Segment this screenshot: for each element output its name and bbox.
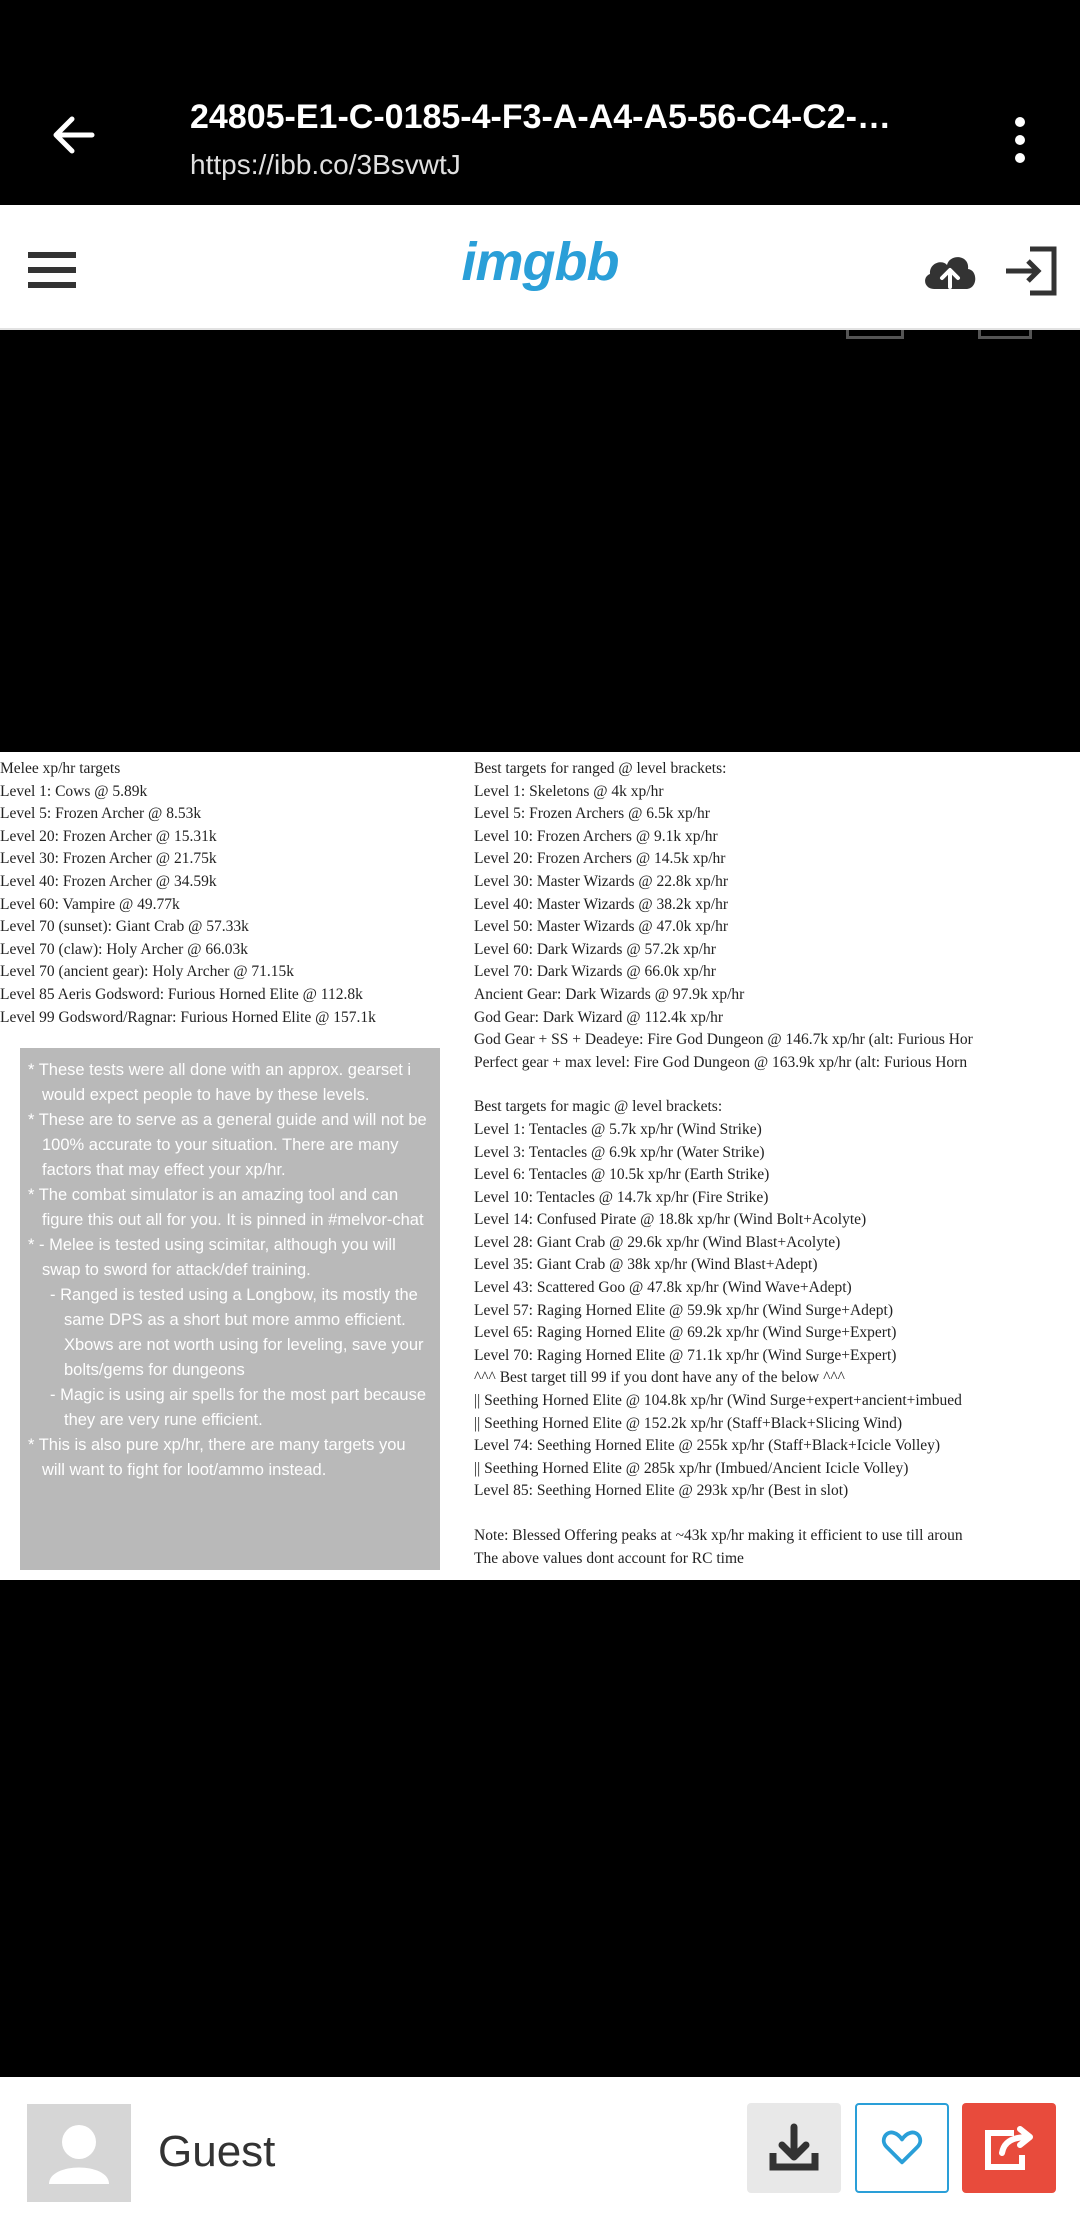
like-button[interactable] [855, 2103, 949, 2193]
text-line: Level 1: Skeletons @ 4k xp/hr [474, 782, 664, 800]
text-line: Level 30: Master Wizards @ 22.8k xp/hr [474, 872, 728, 890]
text-line: Level 5: Frozen Archers @ 6.5k xp/hr [474, 805, 710, 823]
text-line: Level 3: Tentacles @ 6.9k xp/hr (Water Strike) [474, 1143, 765, 1161]
text-line: Note: Blessed Offering peaks at ~43k xp/hr making it efficient to use till aroun [474, 1527, 963, 1544]
spacer [474, 1503, 1080, 1525]
text-line: Level 70 (claw): Holy Archer @ 66.03k [0, 940, 248, 958]
text-line: Level 35: Giant Crab @ 38k xp/hr (Wind Blast+Adept) [474, 1256, 818, 1274]
note-item: - Magic is using air spells for the most part because they are very rune efficient. [50, 1386, 426, 1429]
share-button[interactable] [962, 2103, 1056, 2193]
more-options-icon[interactable] [1005, 110, 1035, 170]
text-line: || Seething Horned Elite @ 152.2k xp/hr (Staff+Black+Slicing Wind) [474, 1414, 903, 1432]
viewer-control-ghost [978, 330, 1032, 339]
text-line: Level 85 Aeris Godsword: Furious Horned Elite @ 112.8k [0, 985, 363, 1003]
page-url[interactable]: https://ibb.co/3BsvwtJ [190, 149, 461, 180]
text-line: Level 70 (ancient gear): Holy Archer @ 71.15k [0, 963, 295, 981]
bottom-bar [0, 2077, 1080, 2214]
text-line: Level 65: Raging Horned Elite @ 69.2k xp/hr (Wind Surge+Expert) [474, 1324, 897, 1342]
text-line: Level 40: Master Wizards @ 38.2k xp/hr [474, 895, 728, 913]
note-item: * These are to serve as a general guide and will not be 100% accurate to your situation. There are many factors that may effect your xp/hr. [28, 1111, 427, 1179]
text-line: God Gear: Dark Wizard @ 112.4k xp/hr [474, 1008, 724, 1026]
text-line: Perfect gear + max level: Fire God Dungeon @ 163.9k xp/hr (alt: Furious Horn [474, 1053, 968, 1071]
note-item: * - Melee is tested using scimitar, although you will swap to sword for attack/def training. [28, 1236, 396, 1279]
ranged-magic-targets [474, 758, 1080, 1570]
text-line: Level 5: Frozen Archer @ 8.53k [0, 805, 202, 823]
image-viewer[interactable] [0, 330, 1080, 2077]
site-logo[interactable]: imgbb [461, 232, 619, 292]
text-line: Level 10: Frozen Archers @ 9.1k xp/hr [474, 827, 718, 845]
text-line: Level 70: Dark Wizards @ 66.0k xp/hr [474, 963, 716, 981]
text-line: Level 30: Frozen Archer @ 21.75k [0, 850, 217, 868]
text-line: Level 43: Scattered Goo @ 47.8k xp/hr (Wind Wave+Adept) [474, 1279, 852, 1297]
text-line: Level 10: Tentacles @ 14.7k xp/hr (Fire Strike) [474, 1188, 769, 1206]
app-bar [0, 0, 1080, 205]
heart-icon [857, 2105, 947, 2191]
user-name[interactable]: Guest [158, 2127, 276, 2176]
viewer-control-ghost [846, 330, 904, 339]
text-line: Melee xp/hr targets [0, 760, 121, 777]
text-line: God Gear + SS + Deadeye: Fire God Dungeon @ 146.7k xp/hr (alt: Furious Hor [474, 1031, 973, 1049]
text-line: ^^^ Best target till 99 if you dont have any of the below ^^^ [474, 1369, 845, 1387]
text-line: Level 20: Frozen Archer @ 15.31k [0, 827, 217, 845]
note-item: * The combat simulator is an amazing tool and can figure this out all for you. It is pinned in #melvor-chat [28, 1186, 424, 1229]
text-line: Level 50: Master Wizards @ 47.0k xp/hr [474, 918, 728, 936]
spacer [474, 1074, 1080, 1096]
download-button[interactable] [747, 2103, 841, 2193]
download-icon [747, 2103, 841, 2193]
page-titles [190, 98, 950, 181]
share-icon [962, 2103, 1056, 2193]
text-line: Level 20: Frozen Archers @ 14.5k xp/hr [474, 850, 726, 868]
site-header [0, 205, 1080, 330]
note-item: * These tests were all done with an approx. gearset i would expect people to have by these levels. [28, 1061, 412, 1104]
notes-box [20, 1048, 440, 1570]
back-arrow-icon[interactable] [44, 105, 104, 165]
text-line: Best targets for magic @ level brackets: [474, 1098, 723, 1116]
melee-targets [0, 758, 470, 1029]
text-line: Level 70 (sunset): Giant Crab @ 57.33k [0, 918, 249, 936]
sign-in-icon[interactable] [1002, 245, 1058, 297]
note-item: * This is also pure xp/hr, there are many targets you will want to fight for loot/ammo instead. [28, 1436, 406, 1479]
text-line: Level 70: Raging Horned Elite @ 71.1k xp/hr (Wind Surge+Expert) [474, 1346, 897, 1364]
text-line: Level 1: Cows @ 5.89k [0, 782, 148, 800]
text-line: Ancient Gear: Dark Wizards @ 97.9k xp/hr [474, 985, 745, 1003]
text-line: Level 57: Raging Horned Elite @ 59.9k xp/hr (Wind Surge+Adept) [474, 1301, 893, 1319]
text-line: Level 14: Confused Pirate @ 18.8k xp/hr (Wind Bolt+Acolyte) [474, 1211, 867, 1229]
user-icon [27, 2104, 131, 2202]
uploaded-image [0, 752, 1080, 1580]
text-line: || Seething Horned Elite @ 285k xp/hr (Imbued/Ancient Icicle Volley) [474, 1459, 909, 1477]
text-line: Level 85: Seething Horned Elite @ 293k xp/hr (Best in slot) [474, 1482, 849, 1500]
text-line: Level 60: Vampire @ 49.77k [0, 895, 180, 913]
cloud-upload-icon[interactable] [920, 247, 980, 295]
text-line: Level 6: Tentacles @ 10.5k xp/hr (Earth Strike) [474, 1166, 770, 1184]
text-line: Level 60: Dark Wizards @ 57.2k xp/hr [474, 940, 716, 958]
text-line: Level 28: Giant Crab @ 29.6k xp/hr (Wind Blast+Acolyte) [474, 1233, 841, 1251]
text-line: Level 1: Tentacles @ 5.7k xp/hr (Wind Strike) [474, 1120, 762, 1138]
note-item: - Ranged is tested using a Longbow, its mostly the same DPS as a short but more ammo efficient. Xbows are not worth using for leveling, save your bolts/gems for dungeons [50, 1286, 424, 1379]
text-line: Level 74: Seething Horned Elite @ 255k xp/hr (Staff+Black+Icicle Volley) [474, 1437, 941, 1455]
page-title: 24805-E1-C-0185-4-F3-A-A4-A5-56-C4-C2-… [190, 98, 892, 136]
text-line: Best targets for ranged @ level brackets: [474, 760, 727, 777]
text-line: The above values dont account for RC time [474, 1549, 744, 1567]
text-line: Level 99 Godsword/Ragnar: Furious Horned Elite @ 157.1k [0, 1008, 376, 1026]
text-line: Level 40: Frozen Archer @ 34.59k [0, 872, 217, 890]
text-line: || Seething Horned Elite @ 104.8k xp/hr (Wind Surge+expert+ancient+imbued [474, 1392, 962, 1410]
avatar[interactable] [27, 2104, 131, 2202]
